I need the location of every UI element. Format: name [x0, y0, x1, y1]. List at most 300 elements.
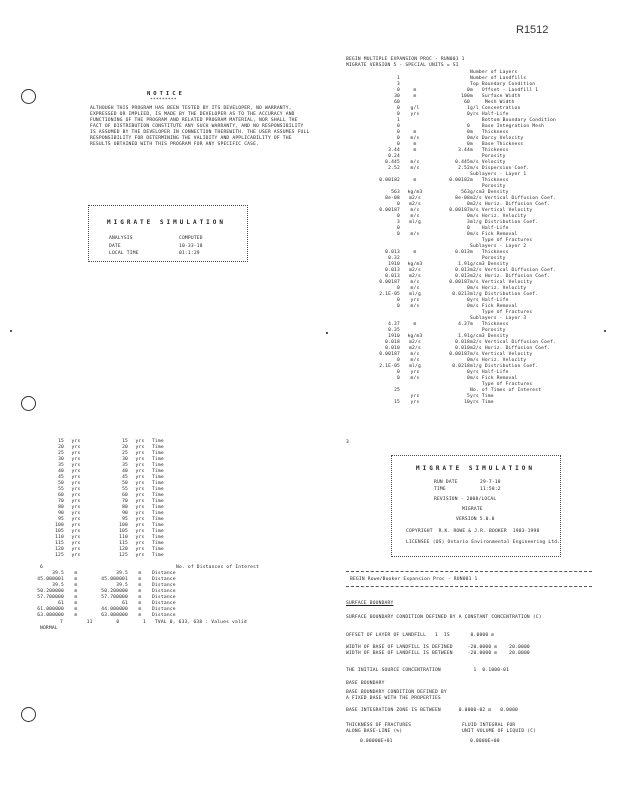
table-cell: 35: [122, 463, 128, 468]
parameter-cell: Sublayers - Layer 2: [470, 244, 527, 249]
table-cell: m: [138, 601, 142, 606]
parameter-cell: yrs: [410, 394, 420, 399]
parameter-cell: Type of Fractures: [470, 382, 533, 387]
table-cell: 45: [122, 475, 128, 480]
parameter-cell: m Thickness: [470, 250, 509, 255]
table-cell: yrs: [135, 475, 145, 480]
parameter-cell: 3.44: [458, 148, 470, 153]
table-cell: 15: [58, 439, 64, 444]
parameter-cell: 0.013: [455, 268, 470, 273]
parameter-cell: 0: [467, 376, 470, 381]
table-cell: yrs: [135, 469, 145, 474]
parameter-cell: Sublayers - Layer 3: [470, 316, 527, 321]
table-cell: m: [74, 583, 78, 588]
parameter-cell: m/s: [410, 376, 420, 381]
table-cell: yrs: [71, 541, 81, 546]
parameter-cell: 0: [397, 214, 400, 219]
table-cell: m: [138, 589, 142, 594]
parameter-cell: m/s Horiz. Velocity: [470, 214, 527, 219]
parameter-cell: 0.32: [388, 256, 400, 261]
parameter-cell: m: [413, 178, 417, 183]
parameter-cell: 0.0218: [452, 364, 470, 369]
parameter-cell: 10: [464, 400, 470, 405]
parameter-cell: 0: [397, 286, 400, 291]
parameter-cell: 0.00187: [449, 352, 470, 357]
separator: [346, 571, 592, 572]
table-cell: 110: [119, 535, 128, 540]
parameter-cell: 0: [467, 88, 470, 93]
table-cell: 50: [122, 481, 128, 486]
parameter-cell: ml/g: [409, 292, 421, 297]
table-cell: 61.000000: [37, 607, 64, 612]
table-cell: m: [138, 583, 142, 588]
table-cell: Time: [152, 523, 164, 528]
table-cell: Time: [152, 511, 164, 516]
table-cell: yrs: [71, 457, 81, 462]
parameter-cell: 0.00187: [379, 352, 400, 357]
parameter-cell: Top Boundary Condition: [470, 82, 536, 87]
parameter-cell: yrs Half-Life: [470, 298, 509, 303]
table-cell: yrs: [71, 547, 81, 552]
table-cell: yrs: [135, 529, 145, 534]
table-cell: 61: [122, 601, 128, 606]
table-cell: Time: [152, 445, 164, 450]
table-cell: 50.200000: [101, 589, 128, 594]
table-cell: 30: [122, 457, 128, 462]
parameter-cell: 0.00187: [449, 280, 470, 285]
table-cell: yrs: [135, 499, 145, 504]
parameter-cell: m: [413, 322, 417, 327]
base-boundary-title: BASE BOUNDARY: [346, 681, 385, 686]
parameter-cell: m Thickness: [470, 130, 509, 135]
table-cell: Distance: [152, 601, 176, 606]
parameter-cell: m2/s Horiz. Diffusion Coef.: [470, 202, 551, 207]
parameter-cell: m2/s: [409, 196, 421, 201]
parameter-cell: 0.00182: [379, 178, 400, 183]
table-cell: Time: [152, 487, 164, 492]
binder-hole-middle: [21, 396, 36, 411]
parameter-cell: 60: [394, 100, 400, 105]
fluid-value: 0.0000E+00: [470, 739, 500, 744]
parameter-cell: ml/g Distribution Coef.: [470, 292, 539, 297]
table-cell: m: [74, 613, 78, 618]
notice-body: ALTHOUGH THIS PROGRAM HAS BEEN TESTED BY ITS DEVELOPER, NO WARRANTY, EXPRESSED OR IMPLIED, IS MADE BY THE DEVELOPER AS TO THE ACCURACY AND FUNCTIONING OF THE PROGRAM AND RELATED PROGRAM MATERIAL, NOR SHALL THE FACT OF DISTRIBUTION CONSTITUTE ANY SUCH WARRANTY, AND NO RESPONSIBILITY IS ASSUMED BY THE DEVELOPER IN CONNECTION THEREWITH. THE USER ASSUMES FULL RESPONSIBILITY FOR DETERMINING THE VALIDITY AND APPLICABILITY OF THE RESULTS OBTAINED WITH THIS PROGRAM FOR ANY SPECIFIC CASE.: [90, 106, 310, 147]
table-cell: 45: [58, 475, 64, 480]
table-cell: 100: [55, 523, 64, 528]
revision-line: REVISION - 2008/LOCAL: [434, 497, 497, 502]
parameter-cell: 0.0213: [452, 292, 470, 297]
distance-row: [20, 613, 176, 619]
parameter-cell: 0.445: [385, 160, 400, 165]
table-cell: 120: [119, 547, 128, 552]
parameter-cell: m/s Vertical Velocity: [470, 352, 533, 357]
table-cell: 15: [122, 439, 128, 444]
parameter-cell: 0: [467, 370, 470, 375]
parameter-cell: 1910: [388, 334, 400, 339]
parameter-cell: 1: [467, 106, 470, 111]
parameter-cell: Base Integration Mesh: [470, 124, 545, 129]
parameter-cell: 0: [397, 226, 400, 231]
table-cell: Time: [152, 451, 164, 456]
table-cell: 80: [122, 505, 128, 510]
parameter-cell: 1.91: [458, 262, 470, 267]
parameter-cell: Porosity: [470, 184, 506, 189]
parameter-cell: 15: [394, 400, 400, 405]
parameter-cell: m/s Velocity: [470, 160, 506, 165]
run-date-value: 29-7-18: [480, 480, 501, 485]
table-cell: 39.5: [116, 583, 128, 588]
parameter-cell: 3: [397, 82, 400, 87]
notice-stars: *********: [150, 98, 177, 103]
parameter-cell: 0.013: [455, 250, 470, 255]
table-cell: 45.000001: [101, 577, 128, 582]
parameter-cell: 0: [397, 130, 400, 135]
parameter-cell: g/cm3 Density: [470, 334, 509, 339]
parameter-cell: m/s Darcy Velocity: [470, 136, 524, 141]
fluid-header-1: FLUID INTEGRAL FOR: [462, 723, 516, 728]
table-cell: Time: [152, 505, 164, 510]
parameter-cell: m: [413, 130, 417, 135]
table-cell: 39.5: [116, 571, 128, 576]
parameter-cell: m Surface Width: [470, 94, 521, 99]
parameter-cell: Porosity: [470, 328, 506, 333]
parameter-cell: m/s: [410, 166, 420, 171]
table-cell: m: [74, 571, 78, 576]
table-cell: 70: [122, 499, 128, 504]
parameter-cell: m/s: [410, 160, 420, 165]
parameter-cell: yrs Half-Life: [470, 370, 509, 375]
parameter-cell: m/s Vertical Velocity: [470, 280, 533, 285]
parameter-cell: 5: [467, 394, 470, 399]
table-cell: 25: [58, 451, 64, 456]
table-cell: 63.000000: [37, 613, 64, 618]
parameter-cell: Mesh Width: [470, 100, 515, 105]
parameter-cell: 2.52: [388, 166, 400, 171]
table-cell: m: [74, 577, 78, 582]
table-cell: 60: [58, 493, 64, 498]
table-cell: Time: [152, 439, 164, 444]
parameter-cell: yrs Half-Life: [470, 112, 509, 117]
table-cell: Time: [152, 529, 164, 534]
table-cell: 90: [58, 511, 64, 516]
table-cell: yrs: [135, 511, 145, 516]
parameter-table: [346, 70, 590, 406]
parameter-cell: g/l: [410, 106, 420, 111]
width-line-1: WIDTH OF BASE OF LANDFILL IS DEFINED -20.0000 m 20.0000: [346, 645, 530, 650]
parameter-cell: m Offset - Landfill 1: [470, 88, 539, 93]
parameter-cell: m/s: [410, 136, 420, 141]
parameter-cell: m/s: [410, 286, 420, 291]
width-line-2: WIDTH OF BASE OF LANDFILL IS BETWEEN -20.0000 m 20.0000: [346, 651, 530, 656]
base-integration-line: BASE INTEGRATION ZONE IS BETWEEN 0.0000-02 m 0.0000: [346, 708, 519, 713]
time-value: 01:1:29: [179, 251, 200, 256]
document-reference-code: R1512: [516, 24, 549, 36]
table-cell: Time: [152, 463, 164, 468]
parameter-cell: m/s: [410, 232, 420, 237]
table-cell: m: [138, 595, 142, 600]
parameter-cell: m2/s Vertical Diffusion Coef.: [470, 196, 557, 201]
parameter-cell: 0.24: [388, 154, 400, 159]
parameter-cell: 0: [397, 298, 400, 303]
table-cell: m: [138, 577, 142, 582]
table-cell: yrs: [71, 445, 81, 450]
parameter-cell: Porosity: [470, 256, 506, 261]
table-cell: 20: [58, 445, 64, 450]
table-cell: yrs: [135, 535, 145, 540]
parameter-cell: 1: [397, 76, 400, 81]
table-cell: m: [138, 571, 142, 576]
base-boundary-desc-2: A FIXED BASE WITH THE PROPERTIES: [346, 696, 441, 701]
table-cell: yrs: [135, 487, 145, 492]
table-cell: yrs: [71, 535, 81, 540]
parameter-cell: 0: [467, 232, 470, 237]
table-cell: Time: [152, 457, 164, 462]
parameter-cell: 0: [467, 136, 470, 141]
base-boundary-desc-1: BASE BOUNDARY CONDITION DEFINED BY: [346, 690, 447, 695]
parameter-cell: m Thickness: [470, 148, 509, 153]
parameter-cell: m: [413, 142, 417, 147]
parameter-cell: m/s Dispersion Coef.: [470, 166, 530, 171]
parameter-cell: m Thickness: [470, 322, 509, 327]
parameter-cell: 0: [467, 124, 470, 129]
parameter-cell: 3.44: [388, 148, 400, 153]
parameter-cell: 0.013: [455, 274, 470, 279]
parameter-cell: g/cm3 Density: [470, 262, 509, 267]
fracture-header-2: ALONG BASE-LINE (%): [346, 729, 403, 734]
table-cell: yrs: [71, 469, 81, 474]
version-line: VERSION 5.0.0: [456, 517, 495, 522]
table-cell: 61: [58, 601, 64, 606]
table-cell: 50: [58, 481, 64, 486]
parameter-cell: 0.010: [385, 346, 400, 351]
parameter-cell: ml/g: [409, 364, 421, 369]
run-date-label: RUN DATE: [434, 480, 458, 485]
table-cell: Time: [152, 481, 164, 486]
table-cell: 105: [55, 529, 64, 534]
parameter-cell: 0.00187: [449, 208, 470, 213]
parameter-cell: 0: [397, 136, 400, 141]
parameter-cell: 0.445: [455, 160, 470, 165]
binder-hole-top: [21, 89, 36, 104]
table-cell: 55: [122, 487, 128, 492]
parameter-cell: 3: [467, 220, 470, 225]
table-cell: 45.000001: [37, 577, 64, 582]
table-cell: Time: [152, 475, 164, 480]
date-label: DATE: [109, 244, 121, 249]
table-cell: Time: [152, 517, 164, 522]
top-right-header-2: MIGRATE VERSION 5 - SPECIAL UNITS = SI: [346, 63, 459, 68]
parameter-cell: ml/g Distribution Coef.: [470, 220, 539, 225]
table-cell: m: [138, 607, 142, 612]
table-cell: yrs: [135, 541, 145, 546]
parameter-cell: 0: [467, 214, 470, 219]
table-cell: yrs: [135, 505, 145, 510]
parameter-cell: Number of Landfills: [470, 76, 527, 81]
parameter-cell: 0: [397, 142, 400, 147]
table-cell: 39.5: [52, 571, 64, 576]
parameter-cell: m2/s Vertical Diffusion Coef.: [470, 340, 557, 345]
simulation-box-left: [88, 205, 248, 262]
parameter-cell: Type of Fractures: [470, 310, 533, 315]
parameter-cell: 0: [397, 304, 400, 309]
parameter-cell: kg/m3: [407, 262, 423, 267]
parameter-cell: 8e-08: [385, 196, 400, 201]
parameter-cell: 0: [467, 298, 470, 303]
parameter-cell: kg/m3: [407, 190, 423, 195]
parameter-cell: 0: [467, 304, 470, 309]
table-cell: 105: [119, 529, 128, 534]
table-cell: Distance: [152, 607, 176, 612]
parameter-cell: 0: [397, 124, 400, 129]
parameter-cell: m Base Thickness: [470, 142, 524, 147]
table-cell: 25: [122, 451, 128, 456]
interest-count: 6: [40, 565, 43, 570]
table-cell: yrs: [71, 475, 81, 480]
fracture-value: 0.00000E+01: [360, 739, 393, 744]
stray-mark: [326, 332, 328, 334]
table-cell: yrs: [135, 445, 145, 450]
parameter-cell: 0.013: [385, 268, 400, 273]
parameter-cell: g/l Concentration: [470, 106, 521, 111]
table-cell: 40: [58, 469, 64, 474]
parameter-cell: m: [413, 148, 417, 153]
table-cell: Distance: [152, 571, 176, 576]
table-cell: yrs: [71, 505, 81, 510]
table-cell: yrs: [71, 481, 81, 486]
parameter-cell: m/s Fick Removal: [470, 232, 518, 237]
notice-title: NOTICE: [147, 91, 185, 97]
parameter-cell: 563: [461, 190, 470, 195]
parameter-cell: 2.1E-05: [379, 292, 400, 297]
run-time-value: 11:58:2: [480, 487, 501, 492]
table-cell: m: [138, 613, 142, 618]
table-cell: 100: [119, 523, 128, 528]
parameter-cell: 563: [391, 190, 400, 195]
parameter-cell: 0.00187: [379, 208, 400, 213]
stray-mark: [10, 330, 12, 332]
table-cell: yrs: [71, 517, 81, 522]
license-line: LICENSEE (US) Ontario Environmental Engineering Ltd.: [406, 540, 561, 545]
parameter-cell: m/s: [410, 352, 420, 357]
parameter-cell: m2/s: [409, 346, 421, 351]
table-cell: yrs: [71, 499, 81, 504]
parameter-cell: 0: [467, 286, 470, 291]
parameter-cell: 0: [397, 358, 400, 363]
parameter-cell: 1.91: [458, 334, 470, 339]
table-cell: Distance: [152, 595, 176, 600]
parameter-cell: Porosity: [470, 154, 506, 159]
begin-line: BEGIN Rowe/Booker Expansion Proc - RUN001 1: [350, 577, 478, 582]
simulation-title-left: MIGRATE SIMULATION: [107, 219, 227, 226]
parameter-cell: m2/s Horiz. Diffusion Coef.: [470, 346, 551, 351]
simulation-title-right: MIGRATE SIMULATION: [416, 465, 536, 472]
table-cell: Distance: [152, 613, 176, 618]
parameter-cell: 0.018: [385, 340, 400, 345]
offset-line: OFFSET OF LAYER OF LANDFILL 1 IS 0.0000 m: [346, 633, 495, 638]
table-cell: yrs: [135, 481, 145, 486]
parameter-cell: 2.1E-05: [379, 364, 400, 369]
parameter-cell: m Thickness: [470, 178, 509, 183]
table-cell: yrs: [135, 493, 145, 498]
table-cell: m: [74, 595, 78, 600]
parameter-cell: m: [413, 94, 417, 99]
parameter-cell: 3: [397, 220, 400, 225]
date-value: 10-33-18: [179, 244, 203, 249]
parameter-cell: Sublayers - Layer 1: [470, 172, 527, 177]
parameter-cell: m: [413, 88, 417, 93]
separator: [346, 586, 592, 587]
parameter-cell: m/s Fick Removal: [470, 304, 518, 309]
parameter-cell: m: [413, 250, 417, 255]
parameter-cell: m2/s: [409, 268, 421, 273]
analysis-label: ANALYSIS: [109, 236, 133, 241]
table-cell: Time: [152, 499, 164, 504]
table-cell: 57.700000: [37, 595, 64, 600]
parameter-cell: 1: [397, 118, 400, 123]
parameter-cell: 60: [464, 100, 470, 105]
footer-normal: NORMAL: [40, 626, 58, 631]
table-cell: 20: [122, 445, 128, 450]
parameter-cell: m2/s: [409, 340, 421, 345]
time-row: [20, 553, 164, 559]
table-cell: Time: [152, 535, 164, 540]
table-cell: yrs: [71, 511, 81, 516]
parameter-cell: 0: [397, 88, 400, 93]
parameter-cell: 4.37: [388, 322, 400, 327]
table-cell: 60: [122, 493, 128, 498]
table-cell: m: [74, 589, 78, 594]
parameter-cell: ml/g: [409, 220, 421, 225]
parameter-cell: 0.35: [388, 328, 400, 333]
table-cell: 95: [58, 517, 64, 522]
parameter-cell: 0.010: [455, 346, 470, 351]
distance-table: [20, 571, 176, 619]
table-cell: yrs: [71, 493, 81, 498]
parameter-cell: 0: [397, 232, 400, 237]
table-cell: 110: [55, 535, 64, 540]
table-cell: yrs: [135, 517, 145, 522]
table-cell: Time: [152, 469, 164, 474]
parameter-cell: 4.37: [458, 322, 470, 327]
table-cell: 30: [58, 457, 64, 462]
fluid-header-2: UNIT VOLUME OF LIQUID (C): [462, 729, 537, 734]
table-cell: 115: [119, 541, 128, 546]
table-cell: 70: [58, 499, 64, 504]
validation-line: 7 11 0 1 TVAL 0, 633, 638 : Values valid: [60, 620, 247, 625]
time-label: LOCAL TIME: [109, 251, 139, 256]
table-cell: Distance: [152, 589, 176, 594]
parameter-cell: Half-Life: [470, 226, 509, 231]
parameter-cell: Number of Layers: [470, 70, 518, 75]
parameter-cell: m/s Horiz. Velocity: [470, 286, 527, 291]
table-cell: 80: [58, 505, 64, 510]
parameter-cell: 0: [467, 358, 470, 363]
parameter-cell: m/s: [410, 358, 420, 363]
table-cell: Time: [152, 553, 164, 558]
simulation-box-right: [391, 455, 561, 557]
parameter-cell: 1910: [388, 262, 400, 267]
table-cell: 40: [122, 469, 128, 474]
parameter-cell: 8e-08: [455, 196, 470, 201]
table-cell: yrs: [135, 463, 145, 468]
run-time-label: TIME: [434, 487, 446, 492]
parameter-cell: m/s Vertical Velocity: [470, 208, 533, 213]
parameter-cell: m2/s Vertical Diffusion Coef.: [470, 268, 557, 273]
parameter-cell: 0: [397, 376, 400, 381]
parameter-cell: m2/s: [409, 202, 421, 207]
table-cell: yrs: [135, 547, 145, 552]
table-cell: 63.000000: [101, 613, 128, 618]
